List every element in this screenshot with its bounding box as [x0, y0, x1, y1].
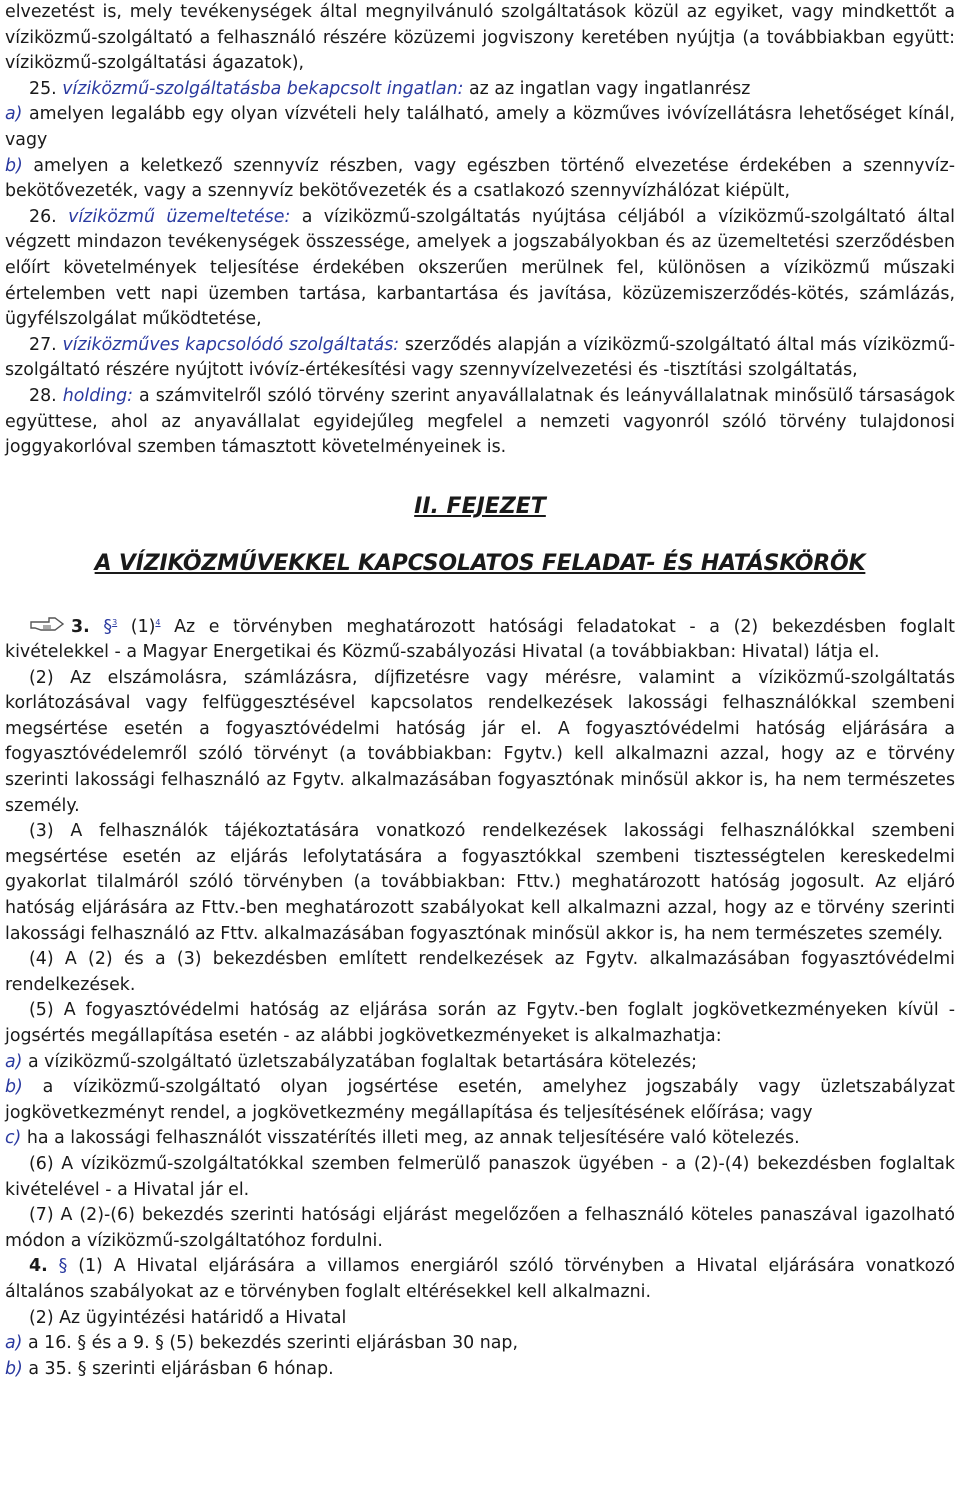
definition-27: [5, 333, 955, 384]
point-label: a): [5, 1051, 23, 1072]
section-3-paragraph-2: (2) Az elszámolásra, számlázásra, díjfizetésre vagy mérésre, valamint a víziközmű-szolgáltatás korlátozásával vagy felfüggesztésével kapcsolatos rendelkezések lakossági felhasználókkal szembeni megsértése esetén a fogyasztóvédelmi hatóság jár el. A fogyasztóvédelmi hatóság eljárására a fogyasztóvédelemről szóló törvényt (a továbbiakban: Fgytv.) kell alkalmazni azzal, hogy az e törvény szerinti lakossági felhasználó az Fgytv. alkalmazásában fogyasztónak minősül akkor is, ha nem természetes személy.: [5, 667, 955, 816]
section-3-paragraph-7: (7) A (2)-(6) bekezdés szerinti hatósági eljárást megelőzően a felhasználó köteles panaszával igazolható módon a víziközmű-szolgáltatóhoz fordulni.: [5, 1205, 955, 1251]
definition-number: 28.: [29, 385, 57, 406]
section-4-paragraph-2: (2) Az ügyintézési határidő a Hivatal: [29, 1307, 347, 1328]
definition-25: [5, 77, 955, 103]
definition-text: a számvitelről szóló törvény szerint anyavállalatnak és leányvállalatnak minősülő társaságok együttese, ahol az anyavállalat egyidejűleg megfelel a nemzeti vagyonról szóló törvény tulajdonosi joggyakorlóval szemben támasztott követelményeinek is.: [5, 385, 955, 458]
point-label: c): [5, 1128, 22, 1149]
section-4-point-b: [5, 1357, 955, 1383]
point-label: b): [5, 155, 23, 176]
section-3-paragraph-3: (3) A felhasználók tájékoztatására vonatkozó rendelkezések lakossági felhasználókkal szembeni megsértése esetén az eljárás lefolytatására a fogyasztókkal szembeni tisztességtelen kereskedelmi gyakorlat tilalmáról szóló törvényben (a továbbiakban: Fttv.) meghatározott hatóság jogosult. Az eljáró hatóság eljárására az Fttv.-ben meghatározott szabályokat kell alkalmazni azzal, hogy az e törvény szerinti lakossági felhasználó az Fttv. alkalmazásában fogyasztónak minősül akkor is, ha nem természetes személy.: [5, 821, 955, 944]
definition-text: a víziközmű-szolgáltatás nyújtása céljából a víziközmű-szolgáltató által végzett mindazon tevékenységek összessége, amelyek a jogszabályokban és az üzemeltetési szerződésben előírt követelmények teljesítése érdekében okszerűen merülnek fel, különösen a víziközmű műszaki értelemben vett napi üzemben tartása, karbantartása és javítása, közüzemiszerződés-kötés, számlázás, ügyfélszolgálat működtetése,: [5, 206, 955, 330]
definition-term: víziközmű üzemeltetése:: [68, 206, 291, 227]
intro-paragraph: elvezetést is, mely tevékenységek által megnyilvánuló szolgáltatások közül az egyiket, vagy mindkettőt a víziközmű-szolgáltató a felhasználó részére közüzemi jogviszony keretében nyújtja (a továbbiakban együtt: víziközmű-szolgáltatási ágazatok),: [5, 2, 955, 74]
point-text: a 35. § szerinti eljárásban 6 hónap.: [22, 1358, 334, 1379]
definition-term: víziközmű-szolgáltatásba bekapcsolt ingatlan:: [62, 78, 464, 99]
chapter-title: A VÍZIKÖZMŰVEKKEL KAPCSOLATOS FELADAT- ÉS HATÁSKÖRÖK: [94, 550, 866, 576]
section-3-paragraph-6: (6) A víziközmű-szolgáltatókkal szemben felmerülő panaszok ügyében - a (2)-(4) bekezdésben foglaltak kivételével - a Hivatal jár el.: [5, 1153, 955, 1200]
section-3-point-b: [5, 1075, 955, 1126]
footnote-link[interactable]: 4: [155, 617, 161, 627]
pointing-hand-icon[interactable]: [29, 614, 65, 634]
subsection-text: (1) A Hivatal eljárására a villamos energiáról szóló törvényben a Hivatal eljárására vonatkozó általános szabályokat az e törvényben foglalt eltérésekkel kell alkalmazni.: [5, 1256, 955, 1302]
section-3-paragraph-5: (5) A fogyasztóvédelmi hatóság az eljárása során az Fgytv.-ben foglalt jogkövetkezményeken kívül - jogsértés megállapítása esetén - az alábbi jogkövetkezményeket is alkalmazhatja:: [5, 1000, 955, 1046]
section-4-point-a: [5, 1331, 955, 1357]
definition-text: az az ingatlan vagy ingatlanrész: [463, 78, 751, 99]
section-3-paragraph-1: [5, 610, 955, 666]
footnote-link[interactable]: 3: [112, 617, 118, 627]
point-text: a víziközmű-szolgáltató olyan jogsértése esetén, amelyhez jogszabály vagy üzletszabályzat jogkövetkezményt rendel, a jogkövetkezmény megállapítása és teljesítésének előírása; vagy: [5, 1077, 955, 1123]
section-3-paragraph-4: (4) A (2) és a (3) bekezdésben említett rendelkezések az Fgytv. alkalmazásában fogyasztóvédelmi rendelkezések.: [5, 949, 955, 995]
point-label: b): [5, 1077, 23, 1098]
section-4-paragraph-1: [5, 1254, 955, 1305]
definition-number: 25.: [29, 78, 57, 99]
section-sign-link[interactable]: §: [103, 616, 113, 637]
chapter-number: II. FEJEZET: [414, 493, 546, 519]
definition-text: szerződés alapján a víziközmű-szolgáltató által más víziközmű-szolgáltató részére nyújtott ivóvíz-értékesítési vagy szennyvízelvezetési és -tisztítási szolgáltatás,: [5, 334, 956, 381]
definition-28: [5, 384, 955, 461]
point-text: a 16. § és a 9. § (5) bekezdés szerinti eljárásban 30 nap,: [22, 1333, 519, 1354]
definition-26: [5, 205, 955, 333]
section-sign-link[interactable]: §: [58, 1256, 68, 1277]
point-label: a): [5, 1333, 23, 1354]
section-number: 4.: [29, 1256, 48, 1277]
point-text: amelyen legalább egy olyan vízvételi hely található, amely a közműves ivóvízellátásra lehetőséget kínál, vagy: [5, 104, 955, 150]
point-label: b): [5, 1358, 23, 1379]
definition-number: 26.: [29, 206, 57, 227]
subsection-text: Az e törvényben meghatározott hatósági feladatokat - a (2) bekezdésben foglalt kivételekkel - a Magyar Energetikai és Közmű-szabályozási Hivatal (a továbbiakban: Hivatal) látja el.: [5, 616, 955, 663]
section-3-point-c: [5, 1126, 955, 1152]
point-text: amelyen a keletkező szennyvíz részben, vagy egészben történő elvezetése érdekében a szennyvíz-bekötővezeték, vagy a szennyvíz bekötővezeték és a csatlakozó szennyvízhálózat kiépült,: [5, 155, 955, 202]
point-label: a): [5, 104, 23, 125]
definition-25-a: [5, 102, 955, 153]
definition-term: holding:: [62, 385, 133, 406]
definition-25-b: [5, 154, 955, 205]
section-number: 3.: [71, 616, 90, 637]
definition-number: 27.: [29, 334, 57, 355]
subsection-label: (1): [117, 616, 156, 637]
point-text: ha a lakossági felhasználót visszatérítés illeti meg, az annak teljesítésére való kötelezés.: [21, 1128, 800, 1149]
point-text: a víziközmű-szolgáltató üzletszabályzatában foglaltak betartására kötelezés;: [22, 1051, 698, 1072]
definition-term: víziközműves kapcsolódó szolgáltatás:: [62, 334, 400, 355]
section-3-point-a: [5, 1050, 955, 1076]
